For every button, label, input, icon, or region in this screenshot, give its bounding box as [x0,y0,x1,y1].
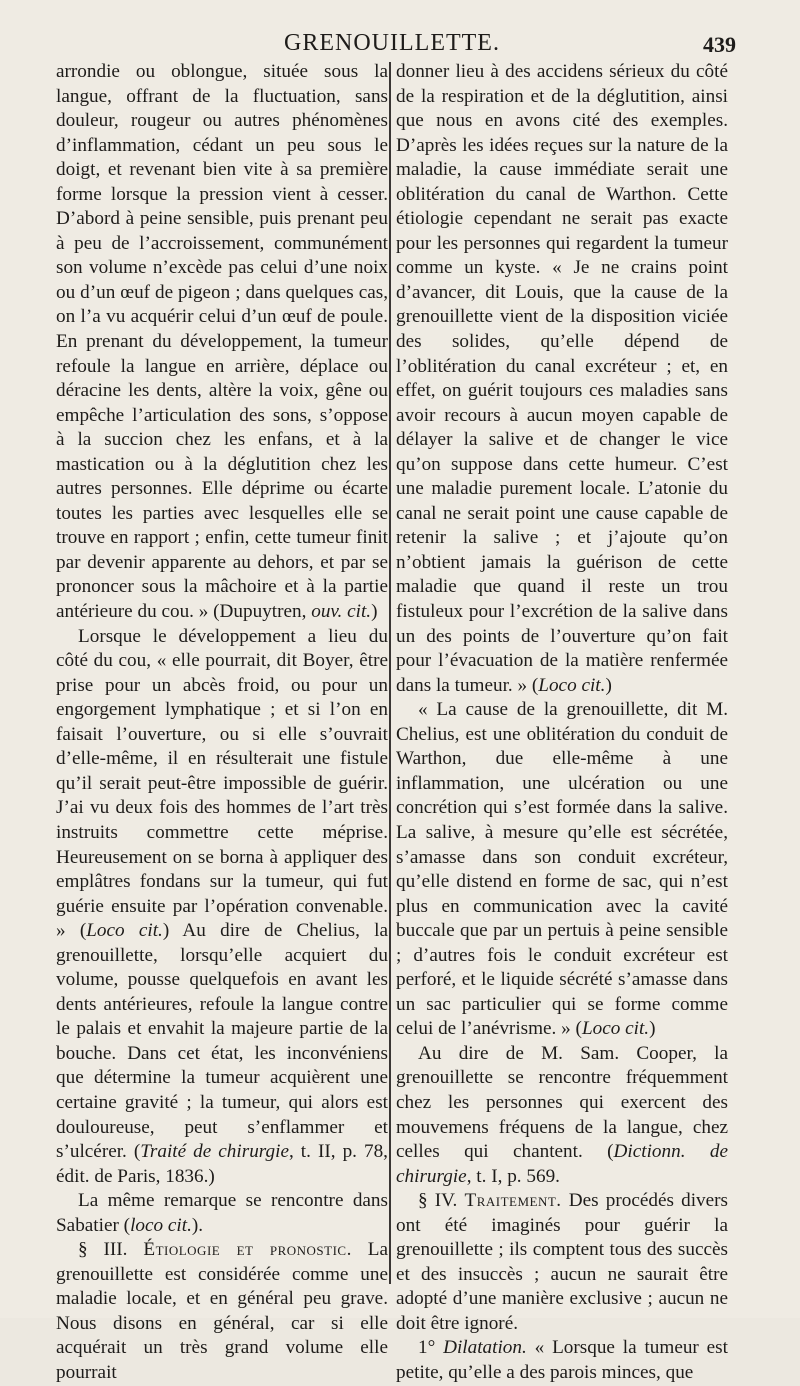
right-column [396,60,728,1386]
section-number: § IV. [418,1190,458,1212]
paragraph-text: ) [605,674,612,696]
citation: Traité de chirurgie [140,1141,289,1163]
paragraph-text: ) Au dire de Chelius, la grenouillette, lorsqu’elle acquiert du volume, pousse quelquefois en avant les dents antérieures, refoule la langue contre le palais et envahit la majeure partie de la bouche. Dans cet état, les inconvéniens que détermine la tumeur acquièrent une certaine gravité ; la tumeur, qui alors est douloureuse, peut s’enflammer et s’ulcérer. ( [56,920,389,1163]
paragraph-text: arrondie ou oblongue, située sous la langue, offrant de la fluctuation, sans douleur, rougeur ou autres phénomènes d’inflammation, cédant un peu sous le doigt, et revenant bien vite à sa première forme lorsque la pression vient à cesser. D’abord à peine sensible, puis prenant peu à peu de l’accroissement, communément son volume n’excède pas celui d’une noix ou d’un œuf de pigeon ; dans quelques cas, on l’a vu acquérir celui d’un œuf de poule. En prenant du développement, la tumeur refoule la langue en arrière, déplace ou déracine les dents, altère la voix, gêne ou empêche l’articulation des sons, s’oppose à la succion chez les enfans, et à la mastication ou à la déglutition chez les autres personnes. Elle déprime ou écarte toutes les parties avec lesquelles elle se trouve en rapport ; enfin, cette tumeur finit par devenir apparente au dehors, et par se prononcer sous la mâchoire et à la partie antérieure du cou. » (Dupuytren, [56,61,388,623]
citation: Loco cit. [538,674,606,696]
paragraph [56,1189,388,1238]
paragraph-text: Au dire de M. Sam. Cooper, la grenouillette se rencontre fréquemment chez les personnes qui exercent des mouvemens fréquens de la langue, chez celles qui chantent. ( [396,1042,728,1163]
paragraph-text: La même remarque se rencontre dans Sabatier ( [56,1190,388,1236]
paragraph-text: La grenouillette est considérée comme une maladie locale, et en général peu grave. Nous disons en général, car si elle acquérait un très grand volume elle pourrait [56,1239,389,1383]
running-title: GRENOUILLETTE. [284,30,500,56]
paragraph-text: « La cause de la grenouillette, dit M. Chelius, est une oblitération du conduit de Warthon, due elle-même à une inflammation, une ulcération ou une concrétion qui s’est formée dans la salive. La salive, à mesure qu’elle est sécrétée, s’amasse dans son conduit excréteur, qu’elle distend en forme de sac, qui n’est plus en communication avec la cavité buccale que par un pertuis à peine sensible ; d’autres fois le conduit excréteur est perforé, et le liquide sécrété s’amasse dans un sac particulier qui se forme comme celui de l’anévrisme. » ( [396,699,728,1040]
paragraph-text: Lorsque le développement a lieu du côté du cou, « elle pourrait, dit Boyer, être prise pour un abcès froid, ou pour un engorgement lymphatique ; et si l’on en faisait l’ouverture, ou si elle s’ouvrait d’elle-même, il en résulterait une fistule qu’il serait peut-être impossible de guérir. J’ai vu deux fois des hommes de l’art très instruits commettre cette méprise. Heureusement on se borna à appliquer des emplâtres fondans sur la tumeur, qui fut guérie ensuite par l’opération convenable. » ( [56,625,388,942]
left-column [56,60,388,1386]
paragraph [396,60,728,698]
subsection-heading: Dilatation. [443,1337,527,1359]
subsection-paragraph [396,1336,728,1385]
paragraph [56,60,388,625]
section-heading: Étiologie et pronostic. [143,1239,352,1261]
paragraph-text: donner lieu à des accidens sérieux du côté de la respiration et de la déglutition, ainsi que nous en avons cité des exemples. D’après les idées reçues sur la nature de la maladie, la cause immédiate serait une oblitération du canal de Warthon. Cette étiologie cependant ne serait pas exacte pour les personnes qui regardent la tumeur comme un kyste. « Je ne crains point d’avancer, dit Louis, que la cause de la grenouillette vient de la disposition viciée des solides, qu’elle dépend de l’oblitération du canal excréteur ; et, en effet, on guérit toujours ces maladies sans avoir recours à aucun moyen capable de délayer la salive et de changer le vice qu’on suppose dans cette humeur. C’est une maladie purement locale. L’atonie du canal ne serait point une cause capable de retenir la salive ; et j’ajoute qu’on n’obtient jamais la guérison de cette maladie que quand il reste un trou fistuleux pour l’excrétion de la salive dans un des points de l’ouverture qu’on fait pour l’évacuation de la matière renfermée dans la tumeur. » ( [396,61,728,696]
page-number: 439 [703,32,736,57]
citation: ouv. cit. [311,601,372,623]
paragraph [396,698,728,1042]
section-paragraph [56,1238,388,1385]
running-head [56,30,736,60]
paragraph [396,1042,728,1189]
paragraph-text: , t. I, p. 569. [466,1165,560,1187]
paragraph-text: ). [191,1214,204,1236]
column-divider [389,62,391,1284]
section-number: § III. [78,1239,128,1261]
subsection-number: 1° [418,1337,444,1359]
citation: loco cit. [130,1214,192,1236]
citation: Dictionn. de chirurgie [396,1141,728,1187]
paragraph [56,625,388,1190]
citation: Loco cit. [86,920,163,942]
paragraph-text: ) [649,1018,656,1040]
paragraph-text: ) [371,601,378,623]
citation: Loco cit. [581,1018,650,1040]
paragraph-text: , t. II, p. 78, édit. de Paris, 1836.) [56,1141,388,1187]
section-heading: Traitement. [464,1190,562,1212]
paragraph-text: « Lorsque la tumeur est petite, qu’elle a des parois minces, que [396,1337,728,1383]
paragraph-text: Des procédés divers ont été imaginés pour guérir la grenouillette ; ils comptent tous des succès et des insuccès ; aucun ne saurait être adopté d’une manière exclusive ; aucun ne doit être ignoré. [396,1190,728,1334]
section-paragraph [396,1189,728,1336]
